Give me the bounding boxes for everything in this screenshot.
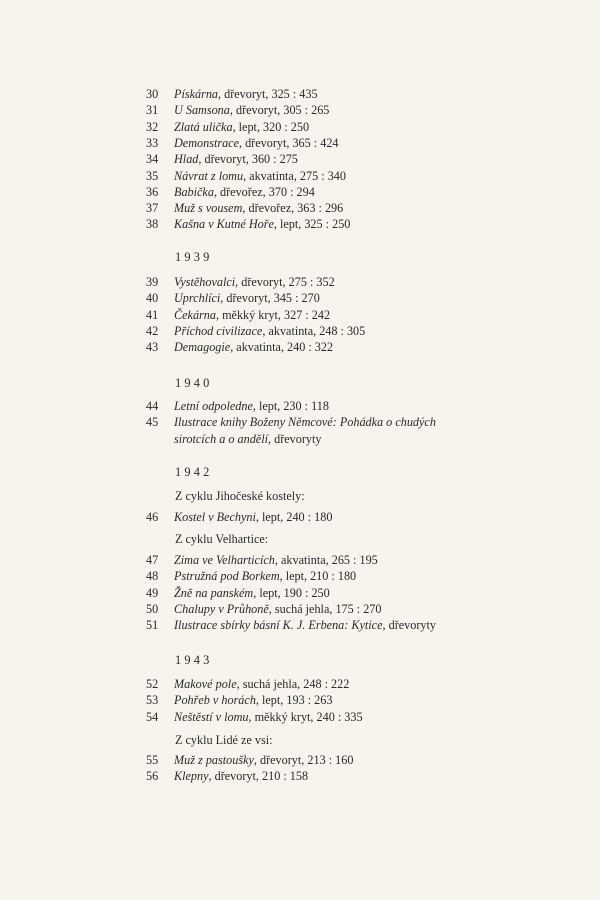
catalogue-entry (0, 509, 600, 525)
entry-text (174, 168, 346, 184)
entry-number: 47 (146, 553, 159, 567)
entry-text (174, 709, 363, 725)
entry-title: Žně na panském (174, 585, 254, 600)
entry-number: 45 (146, 415, 159, 430)
entry-details: , dřevoryty (268, 431, 322, 446)
entry-title: Klepny (174, 769, 209, 784)
entry-details: , dřevoryt, 213 : 160 (253, 753, 354, 767)
entry-number: 53 (146, 693, 159, 708)
entry-title: Makové pole (174, 677, 237, 691)
entry-number: 34 (146, 152, 159, 167)
entry-text (174, 552, 378, 568)
catalogue-entry (0, 339, 600, 355)
entry-details: , dřevoryt, 275 : 352 (235, 275, 335, 289)
entry-text (174, 274, 335, 290)
entry-details: , dřevořez, 370 : 294 (213, 184, 315, 199)
entry-number: 39 (146, 275, 159, 289)
entry-text (174, 601, 382, 617)
entry-title: Kašna v Kutné Hoře (174, 217, 274, 232)
entry-title: Demonstrace (174, 135, 239, 150)
entry-number: 44 (146, 399, 159, 413)
entry-text (174, 290, 320, 306)
entry-title: Návrat z lomu (174, 168, 244, 183)
entry-title: Demagogie (174, 340, 231, 355)
entry-text (174, 86, 318, 102)
entry-details: , lept, 230 : 118 (252, 399, 329, 413)
entry-number: 46 (146, 510, 159, 524)
entry-title: Letní odpoledne (174, 399, 253, 413)
entry-details: , lept, 240 : 180 (255, 510, 333, 524)
entry-details: , akvatinta, 265 : 195 (274, 553, 378, 567)
catalogue-entry (0, 398, 600, 414)
entry-title: Pstružná pod Borkem (174, 569, 280, 584)
entry-details: , akvatinta, 248 : 305 (262, 323, 366, 338)
catalogue-entry (0, 290, 600, 306)
entry-details: , dřevoryt, 210 : 158 (208, 769, 309, 784)
entry-text (174, 414, 436, 430)
entry-title: Ilustrace sbírky básní K. J. Erbena: Kytice (174, 618, 383, 633)
entry-details: , dřevoryt, 305 : 265 (229, 103, 330, 118)
entry-text (174, 119, 309, 135)
entry-number: 40 (146, 291, 159, 306)
entry-text (174, 184, 315, 200)
entry-title: Muž z pastoušky (174, 753, 254, 767)
entry-text (174, 151, 298, 167)
entry-number: 36 (146, 184, 159, 199)
entry-details: , dřevoryt, 325 : 435 (218, 87, 318, 101)
entry-text (174, 307, 330, 323)
entry-details: , dřevoryty (382, 618, 436, 633)
entry-title: U Samsona (174, 103, 230, 118)
entry-title: Pohřeb v horách (174, 693, 256, 708)
catalogue-entry (0, 552, 600, 568)
entry-text (174, 568, 356, 584)
catalogue-entry (0, 200, 600, 216)
entry-text (174, 676, 349, 692)
entry-number: 31 (146, 103, 159, 118)
entry-number: 42 (146, 323, 159, 338)
entry-number: 41 (146, 307, 159, 322)
catalogue-entry (0, 709, 600, 725)
catalogue-entry (0, 102, 600, 118)
entry-details: , akvatinta, 275 : 340 (243, 168, 346, 183)
entry-details: , lept, 190 : 250 (253, 585, 330, 600)
catalogue-entry (0, 601, 600, 617)
entry-text (174, 431, 321, 447)
catalogue-entry (0, 676, 600, 692)
catalogue-entry (0, 585, 600, 601)
entry-title: Vystěhovalci (174, 275, 236, 289)
entry-number: 30 (146, 87, 159, 101)
entry-number: 49 (146, 585, 159, 600)
entry-title: Neštěstí v lomu (174, 709, 249, 724)
entry-details: , lept, 210 : 180 (279, 569, 357, 584)
catalogue-entry (0, 692, 600, 708)
catalogue-entry (0, 568, 600, 584)
entry-title: Hlad (174, 152, 199, 167)
entry-number: 56 (146, 769, 159, 784)
entry-text (174, 200, 343, 216)
catalogue-entry (0, 307, 600, 323)
entry-details: , dřevoryt, 360 : 275 (198, 152, 298, 167)
entry-details: , dřevoryt, 345 : 270 (220, 291, 320, 306)
entry-text (174, 216, 350, 232)
catalogue-entry (0, 151, 600, 167)
entry-details: , lept, 325 : 250 (273, 217, 351, 232)
year-heading-1939: 1939 (175, 250, 213, 264)
entry-title: Muž s vousem (174, 201, 243, 216)
entry-number: 32 (146, 119, 159, 134)
catalogue-entry (0, 86, 600, 102)
entry-text (174, 752, 353, 768)
entry-details: , suchá jehla, 175 : 270 (268, 601, 382, 616)
entry-number: 51 (146, 618, 159, 633)
catalogue-entry (0, 184, 600, 200)
entry-text (174, 509, 332, 525)
entry-number: 48 (146, 569, 159, 584)
entry-text (174, 323, 365, 339)
entry-text (174, 339, 333, 355)
year-heading-1942: 1942 (175, 465, 213, 479)
catalogue-entry (0, 216, 600, 232)
cycle-heading-velhartice: Z cyklu Velhartice: (175, 532, 269, 546)
entry-text (174, 398, 329, 414)
year-heading-1943: 1943 (175, 653, 213, 667)
catalogue-entry (0, 168, 600, 184)
entry-number: 35 (146, 168, 159, 183)
entry-title: Zlatá ulička (174, 119, 233, 134)
entry-details: , suchá jehla, 248 : 222 (236, 677, 350, 691)
catalogue-entry (0, 617, 600, 633)
entry-title: Pískárna (174, 87, 219, 101)
entry-details: , lept, 320 : 250 (232, 119, 310, 134)
entry-details: , akvatinta, 240 : 322 (230, 340, 334, 355)
entry-number: 54 (146, 709, 159, 724)
entry-title: Ilustrace knihy Boženy Němcové: Pohádka o chudých (174, 415, 436, 430)
entry-text (174, 585, 330, 601)
entry-details: , dřevoryt, 365 : 424 (238, 135, 339, 150)
entry-title: sirotcích a o andělí (174, 431, 268, 446)
entry-text (174, 135, 339, 151)
catalogue-entry (0, 431, 600, 447)
catalogue-entry (0, 323, 600, 339)
entry-title: Čekárna (174, 307, 216, 322)
entry-title: Zima ve Velharticích (174, 553, 275, 567)
entry-number: 37 (146, 201, 159, 216)
entry-number: 38 (146, 217, 159, 232)
entry-text (174, 617, 436, 633)
entry-text (174, 102, 329, 118)
entry-number: 50 (146, 601, 159, 616)
entry-details: , měkký kryt, 327 : 242 (215, 307, 331, 322)
entry-number: 52 (146, 677, 159, 691)
entry-number: 55 (146, 753, 159, 767)
cycle-heading-lide-ze-vsi: Z cyklu Lidé ze vsi: (175, 733, 273, 747)
entry-title: Kostel v Bechyni (174, 510, 256, 524)
entry-number: 43 (146, 340, 159, 355)
year-heading-1940: 1940 (175, 376, 213, 390)
entry-title: Uprchlíci (174, 291, 221, 306)
entry-details: , lept, 193 : 263 (255, 693, 333, 708)
entry-details: , měkký kryt, 240 : 335 (248, 709, 363, 724)
entry-number: 33 (146, 135, 159, 150)
catalogue-entry (0, 274, 600, 290)
cycle-heading-jihoceske-kostely: Z cyklu Jihočeské kostely: (175, 489, 305, 503)
catalogue-entry (0, 752, 600, 768)
catalogue-entry (0, 768, 600, 784)
catalogue-entry (0, 119, 600, 135)
entry-title: Chalupy v Průhoně (174, 601, 269, 616)
entry-title: Babička (174, 184, 214, 199)
catalogue-entry (0, 135, 600, 151)
entry-title: Příchod civilizace (174, 323, 263, 338)
entry-text (174, 768, 308, 784)
catalogue-entry (0, 414, 600, 430)
entry-text (174, 692, 332, 708)
entry-details: , dřevořez, 363 : 296 (242, 201, 344, 216)
